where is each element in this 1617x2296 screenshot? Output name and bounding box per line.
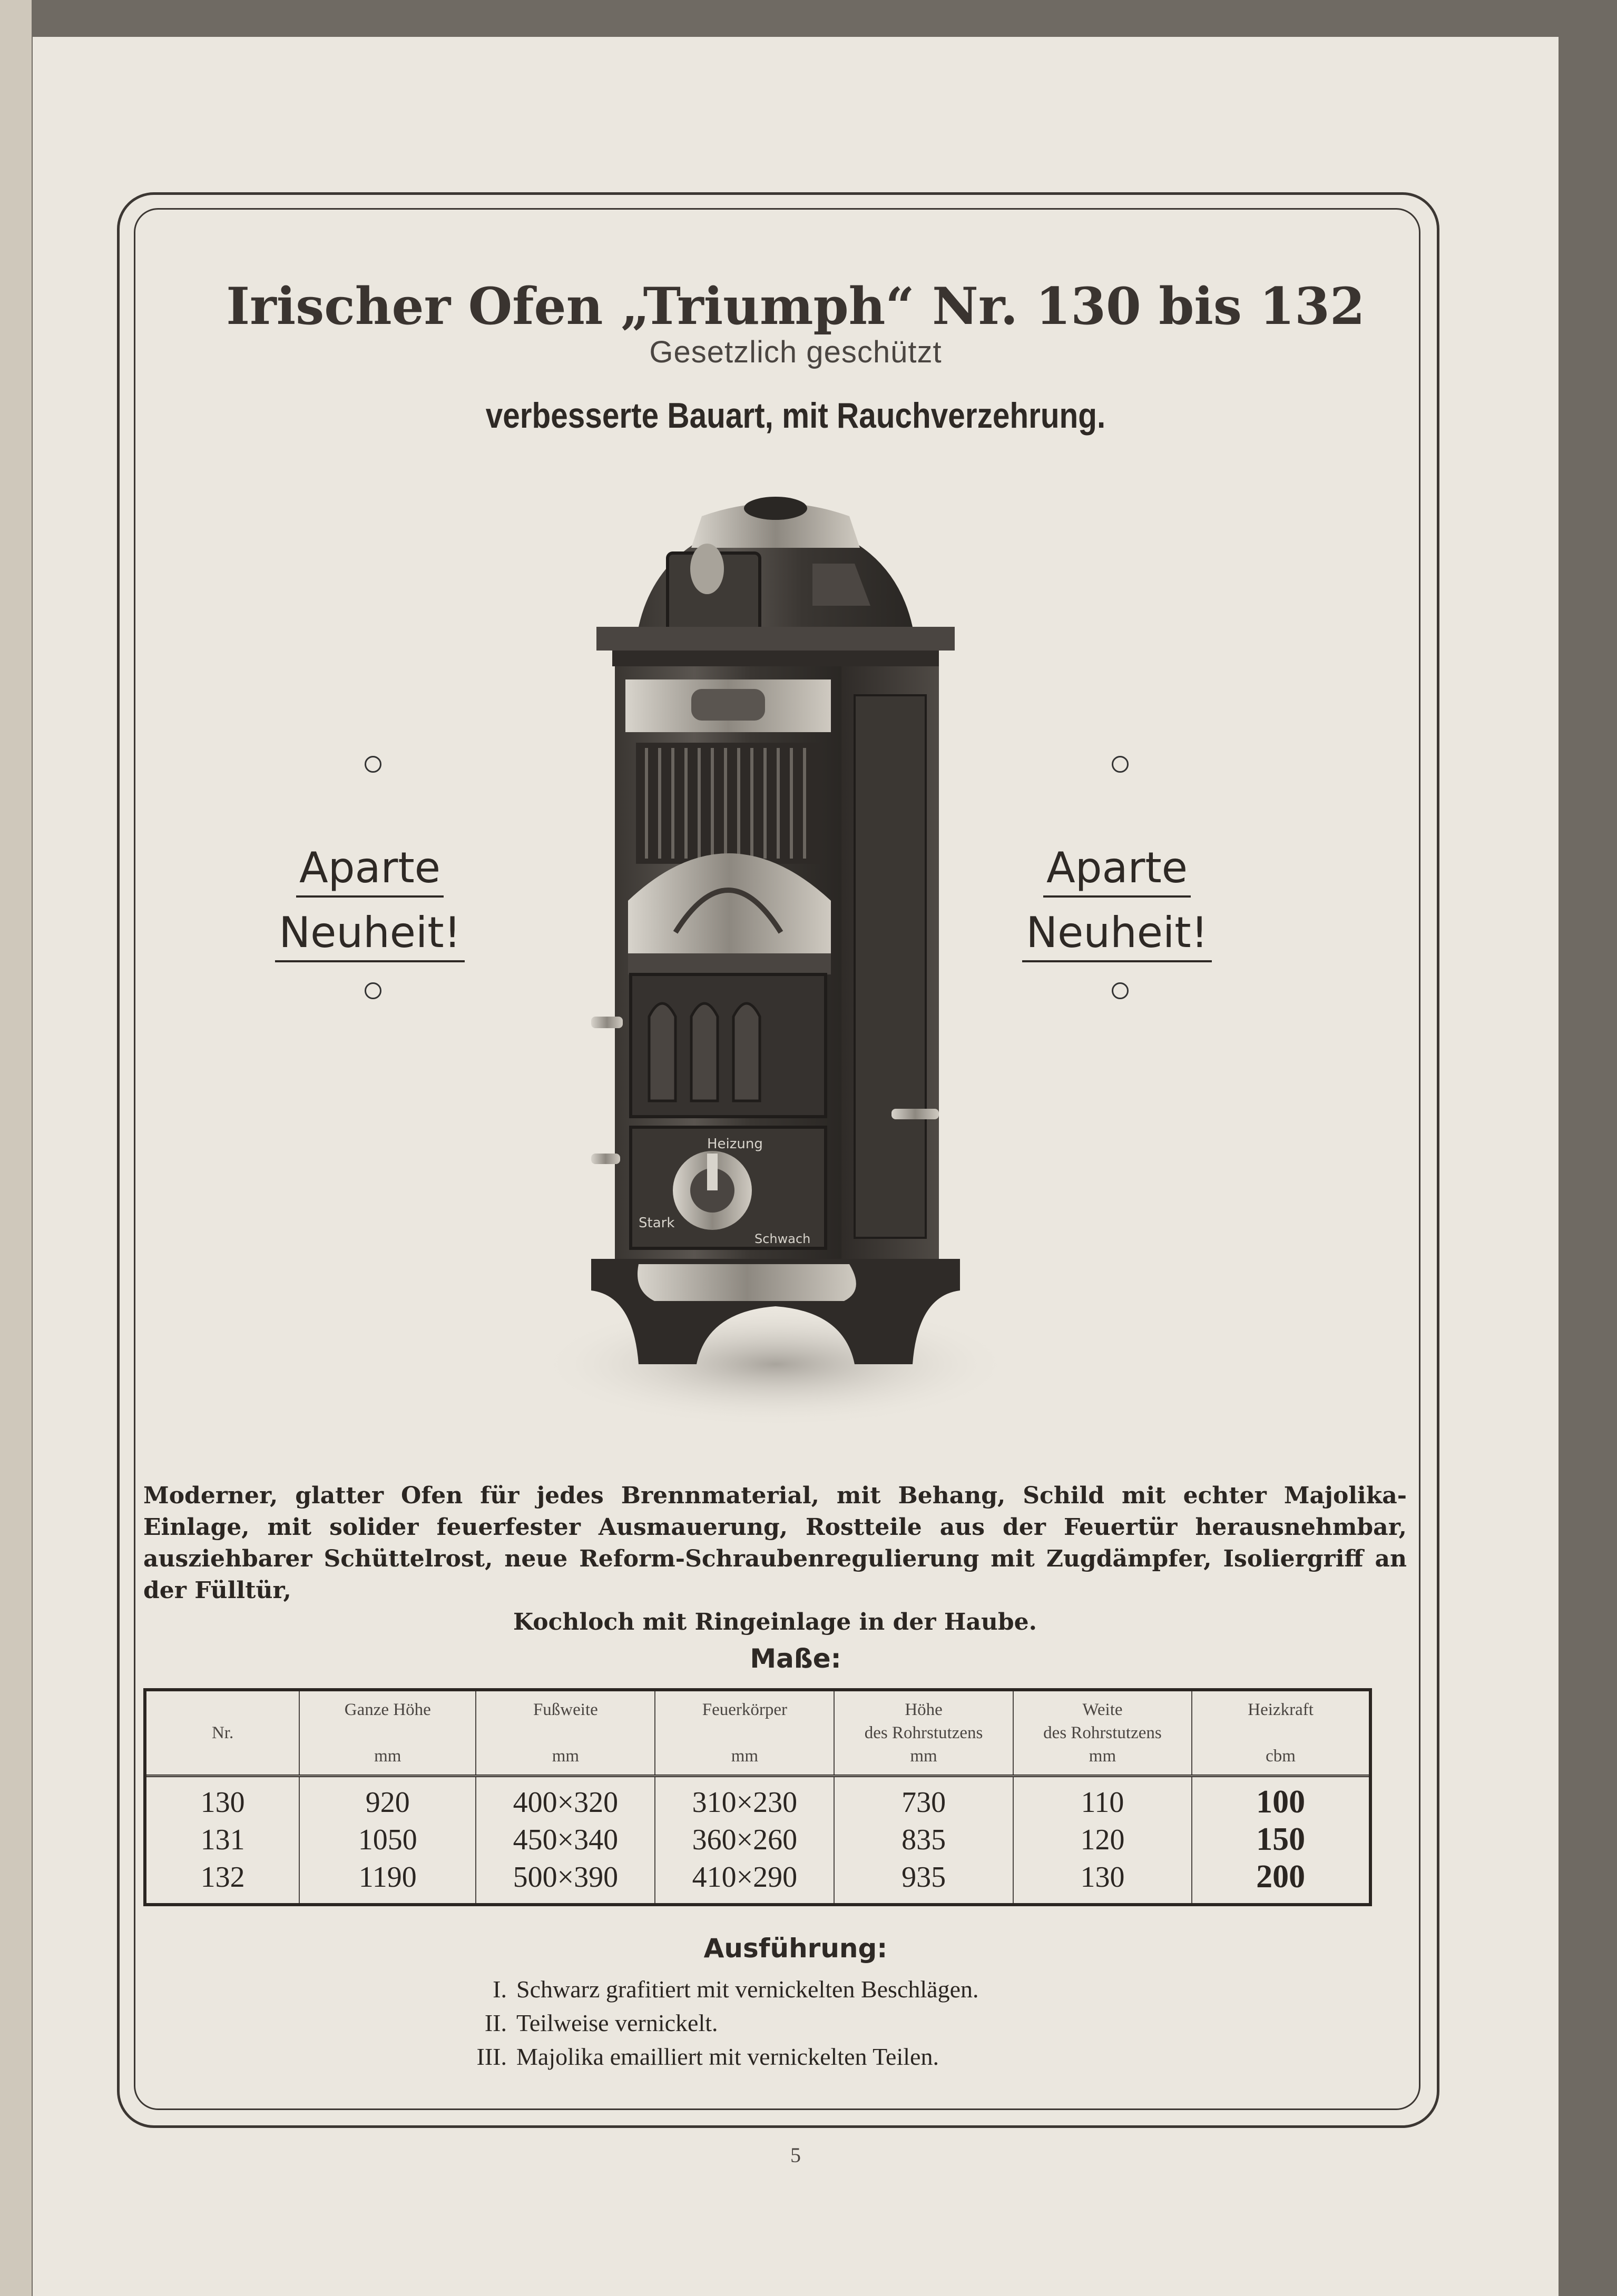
col-header: Nr. — [145, 1690, 299, 1776]
list-item: II. Teilweise vernickelt. — [484, 2009, 718, 2036]
col-header: Feuerkörper mm — [655, 1690, 834, 1776]
table-header-row — [145, 1690, 1370, 1776]
cell-pipe-height: 935 — [834, 1858, 1013, 1905]
description-last-line: Kochloch mit Ringeinlage in der Haube. — [513, 1609, 1037, 1635]
subtitle-design: verbesserte Bauart, mit Rauchverzehrung. — [485, 396, 1106, 436]
cell-base: 500×390 — [476, 1858, 655, 1905]
cell-base: 450×340 — [476, 1821, 655, 1858]
badge-right-line1: Aparte — [1043, 840, 1191, 898]
cell-heating: 200 — [1256, 1859, 1306, 1895]
cell-heating: 150 — [1256, 1821, 1306, 1857]
cell-heating: 100 — [1256, 1784, 1306, 1820]
catalog-page — [33, 37, 1559, 2296]
cell-nr: 131 — [145, 1821, 299, 1858]
ornament-dot — [365, 982, 381, 999]
ornament-dot — [365, 756, 381, 773]
badge-right-line2: Neuheit! — [1022, 905, 1212, 962]
cell-height: 1050 — [299, 1821, 476, 1858]
cell-firebox: 360×260 — [655, 1821, 834, 1858]
stove-label-left: Stark — [639, 1215, 675, 1231]
page-spine — [0, 0, 32, 2296]
cell-height: 1190 — [299, 1858, 476, 1905]
page-title: Irischer Ofen „Triumph“ Nr. 130 bis 132 — [226, 277, 1365, 336]
cell-firebox: 310×230 — [655, 1776, 834, 1821]
stove-illustration — [528, 469, 1023, 1448]
col-header: Ganze Höhe mm — [299, 1690, 476, 1776]
list-item: I. Schwarz grafitiert mit vernickelten Beschlägen. — [493, 1976, 979, 2003]
product-description — [143, 1480, 1407, 1638]
badge-right — [1006, 840, 1228, 962]
col-header: Höhe des Rohrstutzens mm — [834, 1690, 1013, 1776]
table-row — [145, 1776, 1370, 1821]
badge-left-line1: Aparte — [296, 840, 444, 898]
execution-heading: Ausführung: — [703, 1933, 888, 1964]
col-header: Weite des Rohrstutzens mm — [1013, 1690, 1192, 1776]
cell-pipe-width: 130 — [1013, 1858, 1192, 1905]
cell-nr: 132 — [145, 1858, 299, 1905]
col-header: Fußweite mm — [476, 1690, 655, 1776]
cell-pipe-height: 835 — [834, 1821, 1013, 1858]
dimensions-heading: Maße: — [750, 1643, 841, 1674]
cell-height: 920 — [299, 1776, 476, 1821]
stove-label-right: Schwach — [754, 1231, 811, 1246]
cell-nr: 130 — [145, 1776, 299, 1821]
cell-base: 400×320 — [476, 1776, 655, 1821]
table-row — [145, 1858, 1370, 1905]
subtitle-protected: Gesetzlich geschützt — [649, 335, 942, 369]
col-header: Heizkraft cbm — [1192, 1690, 1370, 1776]
stove-label-brand: Heizung — [707, 1136, 763, 1152]
execution-list — [438, 1973, 978, 2074]
dimensions-table — [143, 1688, 1372, 1906]
cell-pipe-width: 110 — [1013, 1776, 1192, 1821]
badge-left-line2: Neuheit! — [275, 905, 465, 962]
table-row — [145, 1821, 1370, 1858]
ornament-dot — [1112, 982, 1129, 999]
cell-firebox: 410×290 — [655, 1858, 834, 1905]
ornament-dot — [1112, 756, 1129, 773]
list-item: III. Majolika emailliert mit vernickelten Teilen. — [476, 2043, 939, 2070]
cell-pipe-height: 730 — [834, 1776, 1013, 1821]
page-number: 5 — [790, 2143, 801, 2167]
cell-pipe-width: 120 — [1013, 1821, 1192, 1858]
badge-left — [259, 840, 481, 962]
description-main: Moderner, glatter Ofen für jedes Brennmaterial, mit Behang, Schild mit echter Majolika-Einlage, mit solider feuerfester Ausmauerung, Rostteile aus der Feuertür herausnehmbar, ausziehbarer Schüttelrost, neue Reform-Schraubenregulierung mit Zugdämpfer, Isoliergriff an der Fülltür, — [143, 1482, 1407, 1604]
